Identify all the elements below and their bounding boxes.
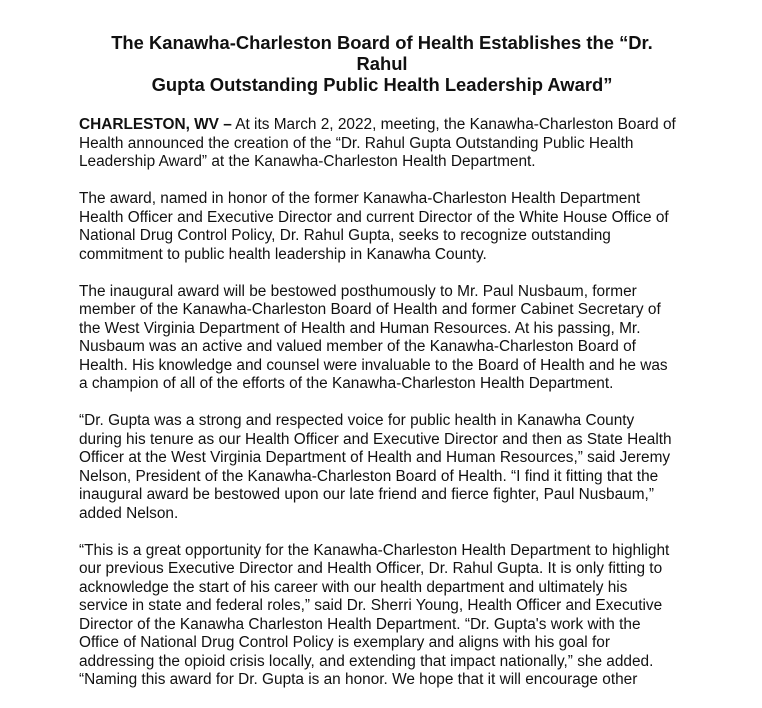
paragraph-line: The inaugural award will be bestowed posthumously to Mr. Paul Nusbaum, former bbox=[79, 282, 637, 300]
paragraph-line: The award, named in honor of the former Kanawha-Charleston Health Department bbox=[79, 190, 641, 207]
paragraph-line: service in state and federal roles,” said Dr. Sherri Young, Health Officer and Executive bbox=[79, 597, 663, 614]
paragraph-line: a champion of all of the efforts of the Kanawha-Charleston Health Department. bbox=[79, 375, 614, 392]
paragraph-line: Leadership Award” at the Kanawha-Charleston Health Department. bbox=[79, 153, 536, 170]
paragraph-line: acknowledge the start of his career with our health department and ultimately his bbox=[79, 578, 628, 596]
paragraph-award-description bbox=[79, 190, 685, 264]
paragraph-line: Nusbaum was an active and valued member of the Kanawha-Charleston Board of bbox=[79, 338, 636, 355]
paragraph-young-quote bbox=[79, 542, 685, 690]
title-line: The Kanawha-Charleston Board of Health Establishes the “Dr. Rahul bbox=[111, 32, 653, 74]
paragraph-nelson-quote bbox=[79, 412, 685, 523]
paragraph-line: Nelson, President of the Kanawha-Charleston Board of Health. “I find it fitting that the bbox=[79, 467, 659, 485]
paragraph-line: the West Virginia Department of Health and Human Resources. At his passing, Mr. bbox=[79, 319, 641, 337]
paragraph-line-text: At its March 2, 2022, meeting, the Kanawha-Charleston Board of bbox=[231, 116, 676, 133]
paragraph-line: our previous Executive Director and Health Officer, Dr. Rahul Gupta. It is only fitting to bbox=[79, 560, 663, 577]
paragraph-line: Officer at the West Virginia Department of Health and Human Resources,” said Jeremy bbox=[79, 449, 671, 466]
paragraph-line: Director of the Kanawha Charleston Health Department. “Dr. Gupta's work with the bbox=[79, 615, 641, 633]
paragraph-line: commitment to public health leadership in Kanawha County. bbox=[79, 245, 487, 263]
paragraph-line: Health announced the creation of the “Dr. Rahul Gupta Outstanding Public Health bbox=[79, 134, 634, 152]
paragraph-inaugural-award bbox=[79, 283, 685, 394]
document-title bbox=[79, 32, 685, 95]
paragraph-line: “This is a great opportunity for the Kanawha-Charleston Health Department to highlight bbox=[79, 541, 670, 559]
paragraph-line: National Drug Control Policy, Dr. Rahul Gupta, seeks to recognize outstanding bbox=[79, 227, 611, 244]
paragraph-line: “Naming this award for Dr. Gupta is an honor. We hope that it will encourage other bbox=[79, 671, 638, 688]
paragraph-line: added Nelson. bbox=[79, 504, 179, 522]
paragraph-line: Office of National Drug Control Policy is exemplary and aligns with his goal for bbox=[79, 634, 610, 651]
paragraph-line: addressing the opioid crisis locally, and extending that impact nationally,” she added. bbox=[79, 652, 654, 670]
dateline: CHARLESTON, WV – bbox=[79, 116, 232, 133]
paragraph-line: inaugural award be bestowed upon our late friend and fierce fighter, Paul Nusbaum,” bbox=[79, 486, 654, 503]
paragraph-line: Health. His knowledge and counsel were invaluable to the Board of Health and he was bbox=[79, 356, 668, 374]
paragraph-line: Health Officer and Executive Director and current Director of the White House Office of bbox=[79, 208, 669, 226]
paragraph-line: during his tenure as our Health Officer and Executive Director and then as State Health bbox=[79, 430, 672, 448]
paragraph-line bbox=[79, 116, 685, 135]
title-line: Gupta Outstanding Public Health Leadership Award” bbox=[151, 74, 613, 95]
paragraph-announcement bbox=[79, 116, 685, 172]
document-page bbox=[79, 32, 685, 708]
paragraph-line: “Dr. Gupta was a strong and respected voice for public health in Kanawha County bbox=[79, 412, 635, 429]
paragraph-line: member of the Kanawha-Charleston Board of Health and former Cabinet Secretary of bbox=[79, 301, 661, 318]
